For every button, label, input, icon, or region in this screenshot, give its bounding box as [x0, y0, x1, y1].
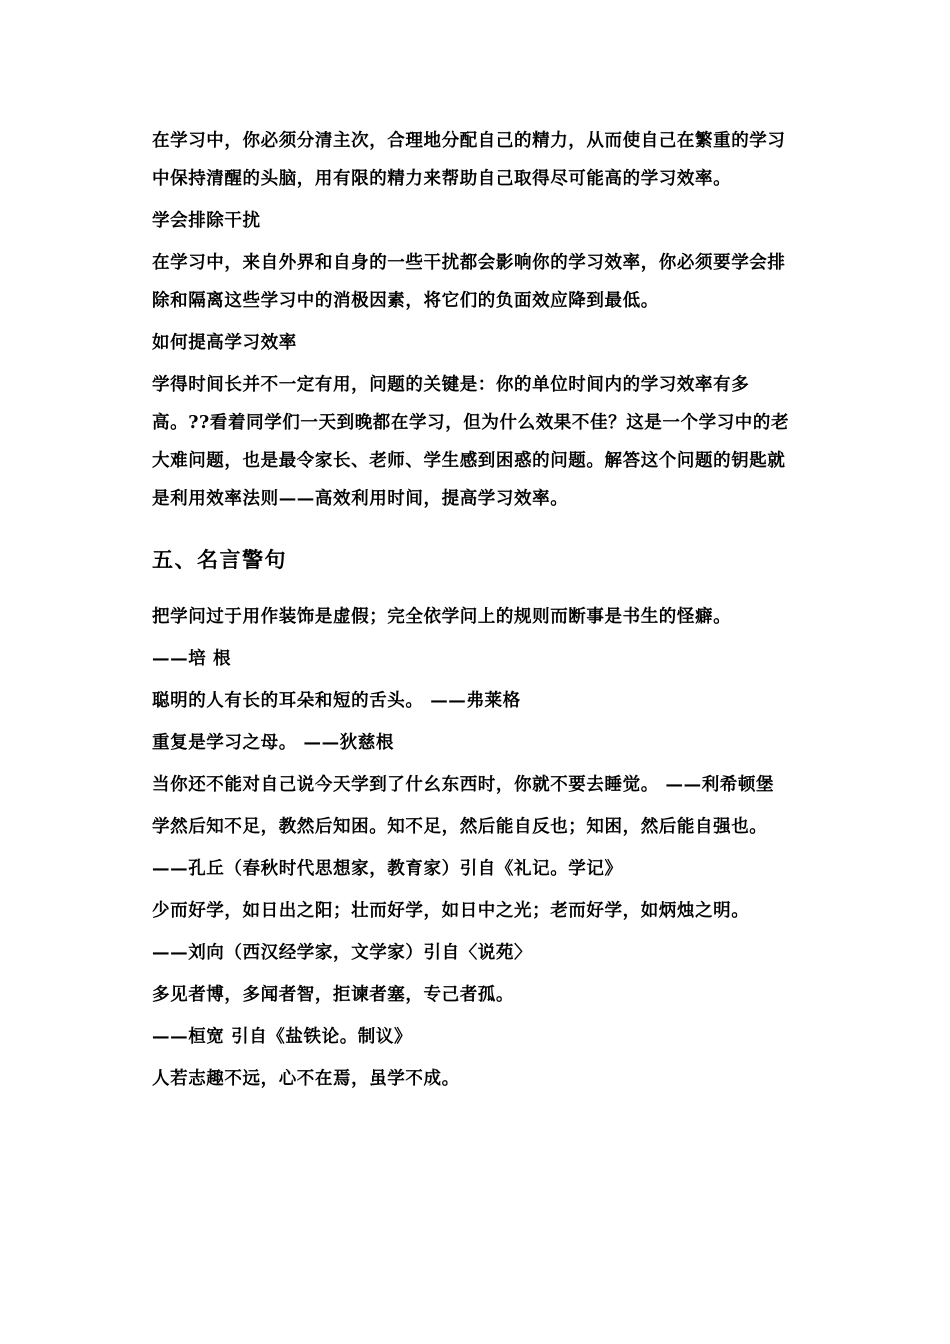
quote-line: 少而好学，如日出之阳；壮而好学，如日中之光；老而好学，如炳烛之明。: [152, 901, 750, 921]
paragraph-efficiency: 学得时间长并不一定有用，问题的关键是：你的单位时间内的学习效率有多高。??看着同学们一天到晚都在学习，但为什么效果不佳？这是一个学习中的老大难问题，也是最令家长、老师、学生感到困惑的问题。解答这个问题的钥匙就是利用效率法则——高效利用时间，提高学习效率。: [152, 375, 790, 509]
quote-line: 当你还不能对自己说今天学到了什幺东西时，你就不要去睡觉。 ——利希顿堡: [152, 775, 775, 795]
section-heading-quotes: 五、名言警句: [152, 547, 287, 572]
quote-line: 把学问过于用作装饰是虚假；完全依学问上的规则而断事是书生的怪癖。: [152, 607, 732, 627]
sub-heading-improve-efficiency: 如何提高学习效率: [152, 333, 297, 353]
paragraph-distractions: 在学习中，来自外界和自身的一些干扰都会影响你的学习效率，你必须要学会排除和隔离这些学习中的消极因素，将它们的负面效应降到最低。: [152, 253, 786, 311]
quote-line: 人若志趣不远，心不在焉，虽学不成。: [152, 1069, 460, 1089]
quote-attribution: ——桓宽 引自《盐铁论。制议》: [152, 1027, 413, 1047]
quotes-list: [152, 598, 802, 1098]
sub-heading-eliminate-distractions: 学会排除干扰: [152, 211, 261, 231]
quote-line: 学然后知不足，教然后知困。知不足，然后能自反也；知困，然后能自强也。: [152, 817, 768, 837]
quote-attribution: ——孔丘（春秋时代思想家，教育家）引自《礼记。学记》: [152, 859, 623, 879]
intro-paragraph: 在学习中，你必须分清主次，合理地分配自己的精力，从而使自己在繁重的学习中保持清醒的头脑，用有限的精力来帮助自己取得尽可能高的学习效率。: [152, 131, 786, 189]
quote-line: 多见者博，多闻者智，拒谏者塞，专己者孤。: [152, 985, 514, 1005]
quote-line: 聪明的人有长的耳朵和短的舌头。 ——弗莱格: [152, 691, 521, 711]
quote-attribution: ——刘向（西汉经学家，文学家）引自〈说苑〉: [152, 943, 533, 963]
document-page: [152, 122, 802, 1098]
quote-line: 重复是学习之母。 ——狄慈根: [152, 733, 394, 753]
quote-attribution: ——培 根: [152, 649, 232, 669]
